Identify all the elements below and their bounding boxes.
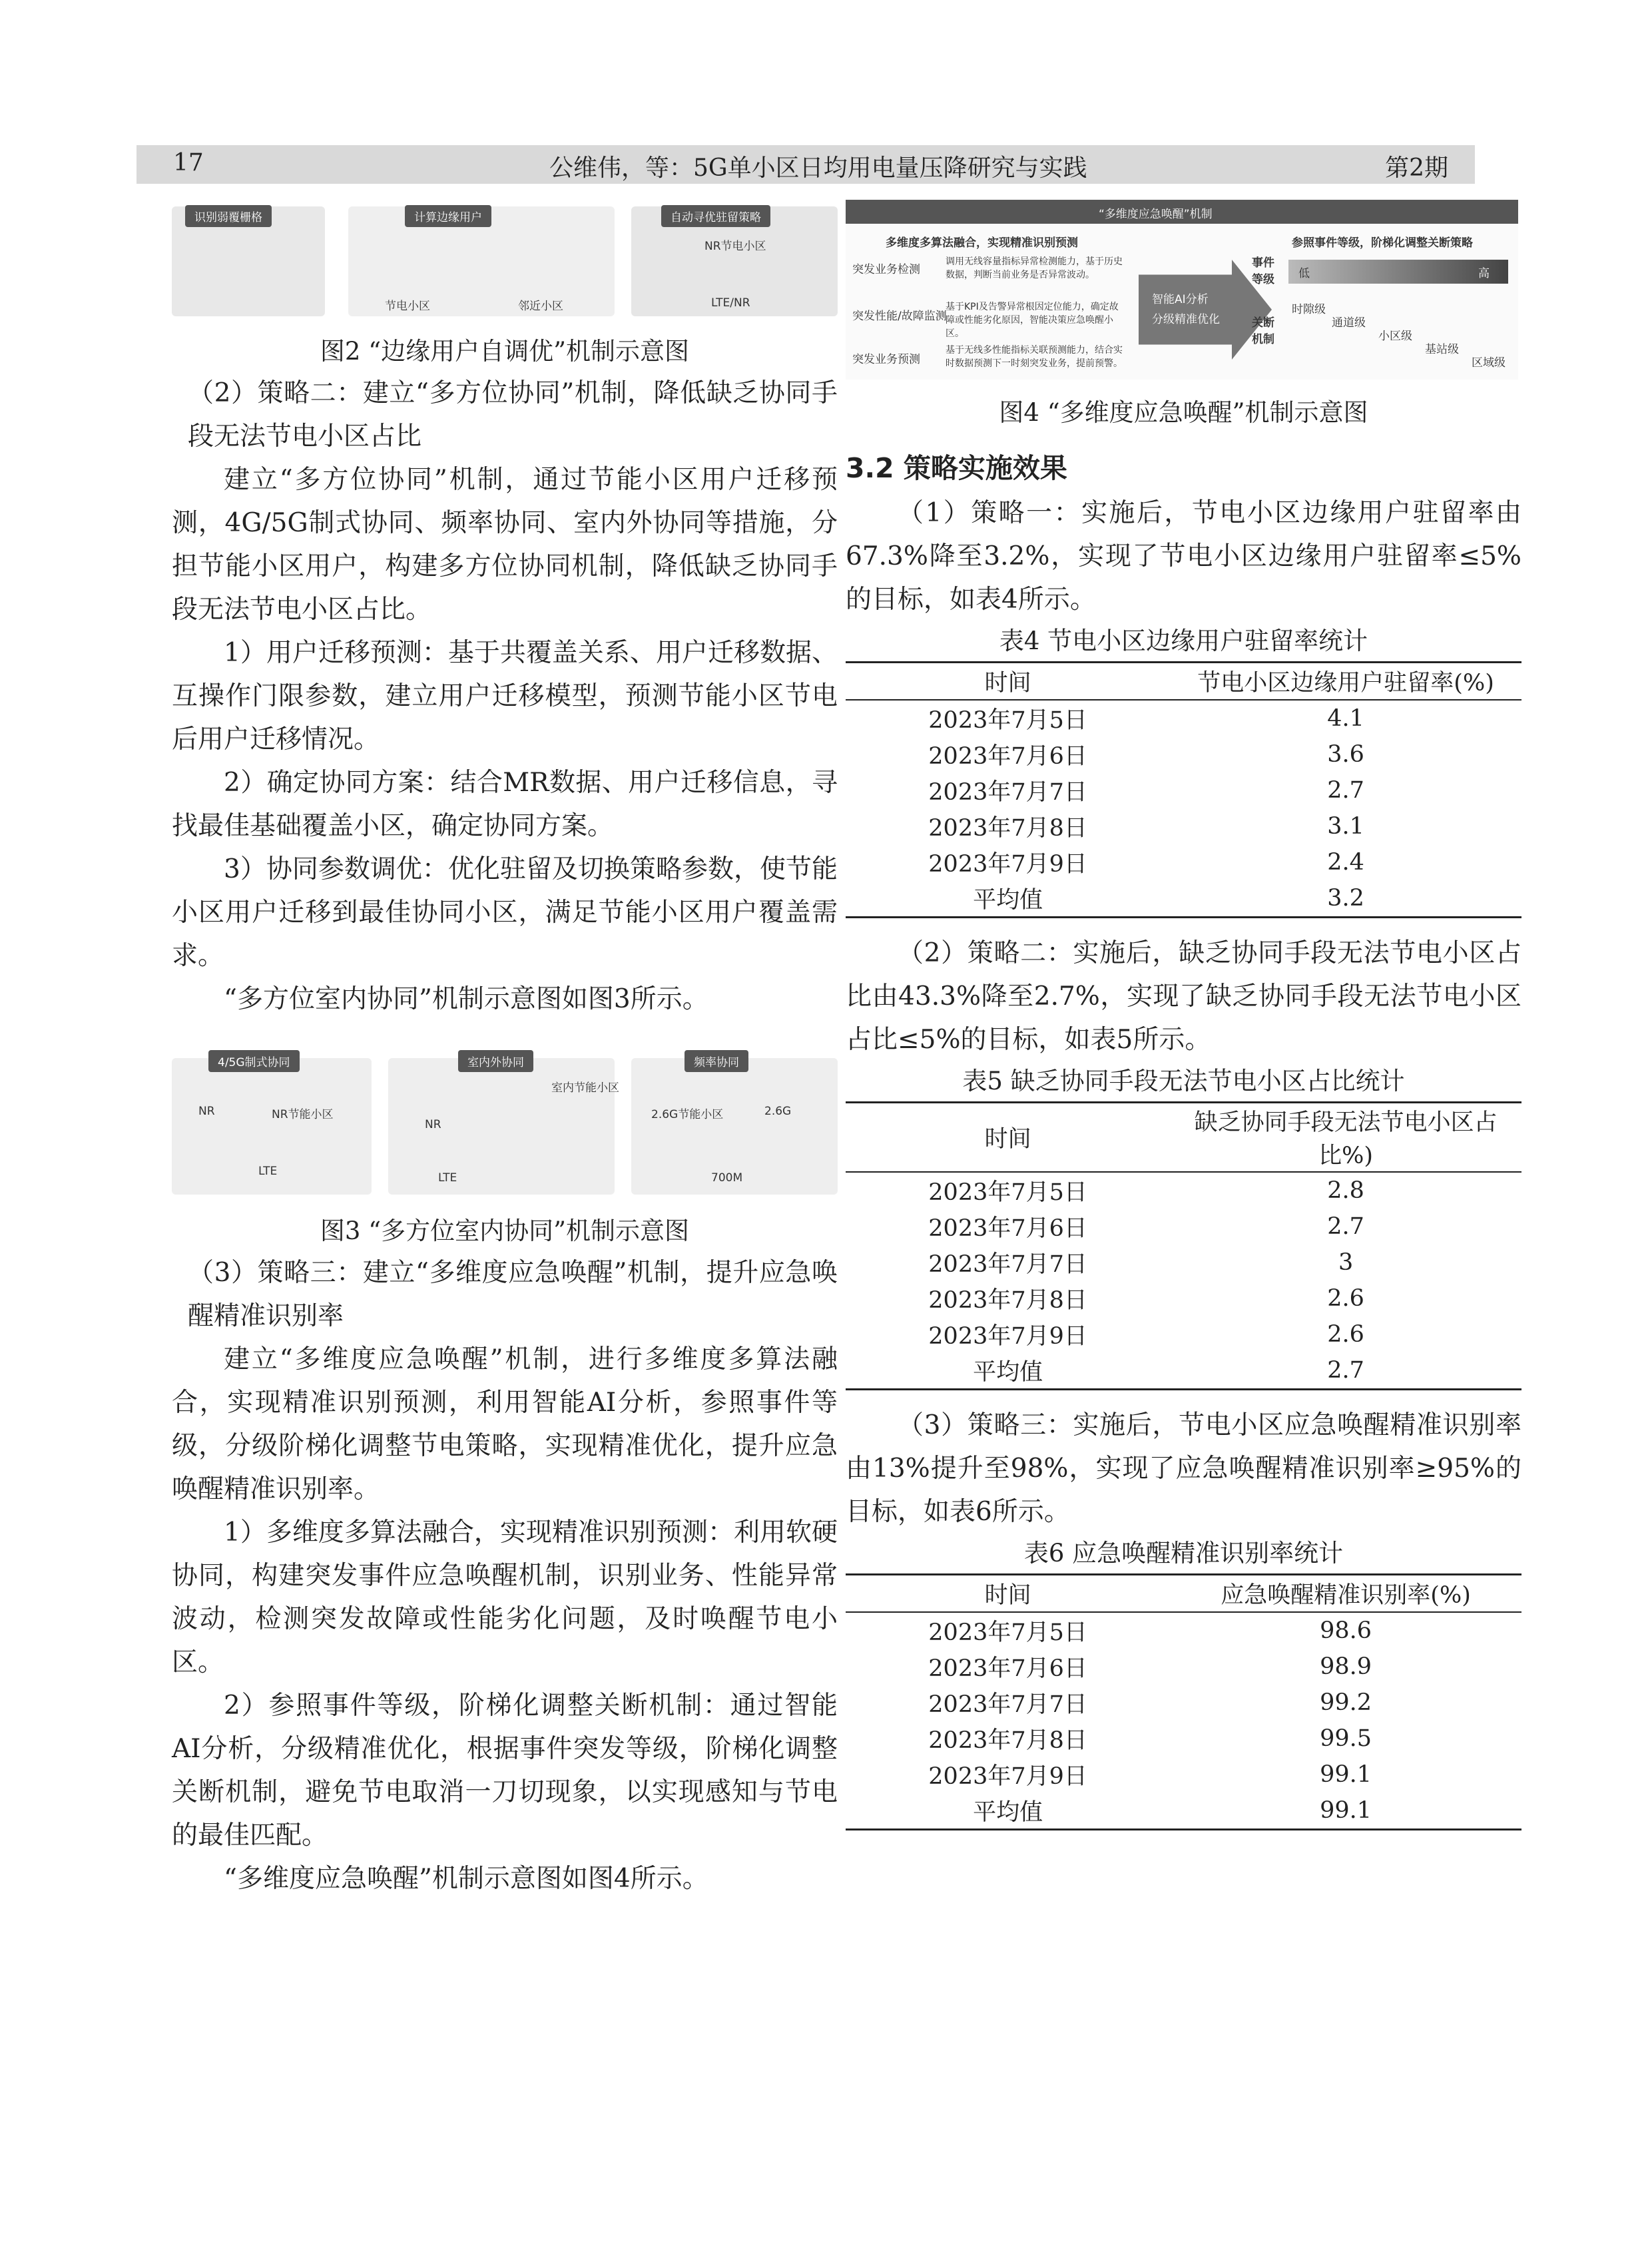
- table-cell: 2023年7月6日: [928, 1655, 1087, 1682]
- fig4-ai: 智能AI分析: [1152, 293, 1209, 306]
- fig2-saving-cell: 节电小区: [385, 300, 430, 313]
- table-header: 时间: [846, 663, 1170, 701]
- paragraph: 2）参照事件等级，阶梯化调整关断机制：通过智能AI分析，分级精准优化，根据事件突发等级，阶梯化调整关断机制，避免节电取消一刀切现象，以实现感知与节电的最佳匹配。: [172, 1691, 838, 1850]
- table-cell: 2.7: [1170, 1352, 1521, 1390]
- fig4-left-title: 多维度多算法融合，实现精准识别预测: [886, 236, 1078, 250]
- table-row: [846, 1685, 1521, 1721]
- fig4-row-1-name: 突发业务检测: [852, 263, 920, 276]
- table-cell: 98.9: [1320, 1653, 1372, 1680]
- fig4-high: 高: [1478, 267, 1490, 280]
- table-cell: 99.2: [1320, 1689, 1372, 1716]
- paragraph: 建立“多维度应急唤醒”机制，进行多维度多算法融合，实现精准识别预测，利用智能AI分析，参照事件等级，分级阶梯化调整节电策略，实现精准优化，提升应急唤醒精准识别率。: [172, 1344, 838, 1504]
- table-header: 应急唤醒精准识别率(%): [1170, 1575, 1521, 1613]
- fig3-nr: NR: [198, 1105, 215, 1118]
- table-cell: 2.4: [1327, 849, 1364, 876]
- fig4-caption: 图4 “多维度应急唤醒”机制示意图: [999, 398, 1368, 427]
- fig4-shut: 关断机制: [1252, 316, 1274, 346]
- issue-number: 第2期: [1385, 154, 1448, 182]
- table-cell: 3.1: [1327, 813, 1364, 840]
- fig3-26g-save: 2.6G节能小区: [651, 1108, 724, 1121]
- table5-caption: 表5 缺乏协同手段无法节电小区占比统计: [962, 1067, 1405, 1095]
- fig4-level: 区域级: [1472, 356, 1506, 370]
- table-cell: 平均值: [846, 1352, 1170, 1390]
- fig3-caption: 图3 “多方位室内协同”机制示意图: [320, 1217, 690, 1245]
- table-4: [846, 661, 1521, 918]
- table-row: [846, 1172, 1521, 1209]
- table-cell: 2023年7月9日: [928, 1763, 1087, 1790]
- fig3-lte2: LTE: [438, 1171, 457, 1185]
- fig4-level: 通道级: [1332, 316, 1366, 330]
- table-row: [846, 1757, 1521, 1793]
- table-row: [846, 1209, 1521, 1245]
- table-cell: 2023年7月5日: [928, 1179, 1087, 1206]
- table6-caption: 表6 应急唤醒精准识别率统计: [1023, 1539, 1344, 1567]
- page-number: 17: [173, 149, 204, 176]
- table-row: [846, 1245, 1521, 1280]
- fig2-panel-2: 计算边缘用户: [405, 205, 491, 227]
- fig2-caption: 图2 “边缘用户自调优”机制示意图: [320, 337, 690, 366]
- table-cell: 2.6: [1327, 1285, 1364, 1312]
- fig3-700m: 700M: [711, 1171, 743, 1185]
- table-row: [846, 880, 1521, 918]
- table-row: [846, 736, 1521, 772]
- fig4-row-1-desc: 调用无线容量指标异常检测能力，基于历史数据，判断当前业务是否异常波动。: [946, 256, 1123, 280]
- table-cell: 2023年7月6日: [928, 743, 1087, 770]
- paragraph: （2）策略二：实施后，缺乏协同手段无法节电小区占比由43.3%降至2.7%，实现了缺乏协同手段无法节电小区占比≤5%的目标，如表5所示。: [846, 938, 1521, 1055]
- fig3-panel-1: 4/5G制式协同: [208, 1050, 300, 1072]
- table-cell: 2023年7月8日: [928, 1287, 1087, 1314]
- table-cell: 99.5: [1320, 1725, 1372, 1752]
- fig3-nr2: NR: [425, 1118, 441, 1131]
- table-cell: 2.8: [1327, 1177, 1364, 1204]
- fig4-level-bar: [1288, 260, 1508, 284]
- fig4-level: 时隙级: [1292, 303, 1326, 316]
- table-row: [846, 1352, 1521, 1390]
- paragraph: （2）策略二：建立“多方位协同”机制，降低缺乏协同手段无法节电小区占比: [188, 378, 838, 451]
- table-header: 缺乏协同手段无法节电小区占比%): [1170, 1103, 1521, 1173]
- fig3-panel-2: 室内外协同: [458, 1050, 533, 1072]
- fig2-nr-cell: NR节电小区: [704, 240, 766, 253]
- table-row: [846, 1316, 1521, 1352]
- fig2-panel-3: 自动寻优驻留策略: [661, 205, 770, 227]
- table-header: 节电小区边缘用户驻留率(%): [1170, 663, 1521, 701]
- table-cell: 2.7: [1327, 777, 1364, 804]
- table-row: [846, 1793, 1521, 1830]
- table-cell: 2023年7月8日: [928, 1727, 1087, 1754]
- table-row: [846, 1649, 1521, 1685]
- table-cell: 2023年7月9日: [928, 851, 1087, 878]
- running-title: 公维伟，等：5G单小区日均用电量压降研究与实践: [549, 154, 1087, 182]
- paragraph: 3）协同参数调优：优化驻留及切换策略参数，使节能小区用户迁移到最佳协同小区，满足节能小区用户覆盖需求。: [172, 854, 838, 971]
- paragraph: （3）策略三：建立“多维度应急唤醒”机制，提升应急唤醒精准识别率: [188, 1258, 838, 1331]
- fig4-level: 基站级: [1425, 343, 1459, 356]
- table-cell: 2023年7月7日: [928, 779, 1087, 806]
- table-5: [846, 1101, 1521, 1390]
- table-cell: 2.6: [1327, 1321, 1364, 1348]
- fig4-low: 低: [1298, 267, 1310, 280]
- page-header: [137, 145, 1475, 184]
- table-6: [846, 1573, 1521, 1830]
- paragraph: 建立“多方位协同”机制，通过节能小区用户迁移预测，4G/5G制式协同、频率协同、室内外协同等措施，分担节能小区用户，构建多方位协同机制，降低缺乏协同手段无法节电小区占比。: [172, 465, 838, 625]
- table-row: [846, 1612, 1521, 1649]
- table-cell: 平均值: [846, 1793, 1170, 1830]
- fig4-title: “多维度应急唤醒”机制: [1099, 208, 1213, 221]
- fig4-level: 小区级: [1378, 330, 1412, 343]
- section-heading: 3.2 策略实施效果: [846, 452, 1067, 484]
- figure-3: [172, 1045, 838, 1198]
- paragraph: “多方位室内协同”机制示意图如图3所示。: [224, 984, 708, 1014]
- fig4-event: 事件等级: [1252, 256, 1274, 286]
- fig4-row-3-name: 突发业务预测: [852, 353, 920, 366]
- fig3-26g: 2.6G: [764, 1105, 792, 1118]
- fig2-panel-1: 识别弱覆栅格: [185, 205, 272, 227]
- fig4-right-title: 参照事件等级，阶梯化调整关断策略: [1292, 236, 1473, 250]
- table-cell: 2.7: [1327, 1213, 1364, 1240]
- table-row: [846, 844, 1521, 880]
- paragraph: （3）策略三：实施后，节电小区应急唤醒精准识别率由13%提升至98%，实现了应急唤醒精准识别率≥95%的目标，如表6所示。: [846, 1410, 1521, 1527]
- table-row: [846, 1280, 1521, 1316]
- table-cell: 2023年7月7日: [928, 1691, 1087, 1718]
- paragraph: 1）多维度多算法融合，实现精准识别预测：利用软硬协同，构建突发事件应急唤醒机制，识别业务、性能异常波动，检测突发故障或性能劣化问题，及时唤醒节电小区。: [172, 1518, 838, 1677]
- table-cell: 2023年7月9日: [928, 1323, 1087, 1350]
- table-cell: 4.1: [1327, 705, 1364, 732]
- table-row: [846, 772, 1521, 808]
- fig2-other-cell: 邻近小区: [518, 300, 563, 313]
- right-column: [846, 200, 1521, 1830]
- fig2-lte-nr: LTE/NR: [711, 296, 750, 310]
- table-cell: 2023年7月5日: [928, 707, 1087, 734]
- fig4-row-3-desc: 基于无线多性能指标关联预测能力，结合实时数据预测下一时刻突发业务，提前预警。: [946, 345, 1123, 369]
- fig3-indoor: 室内节能小区: [551, 1081, 619, 1095]
- fig3-panel-3: 频率协同: [685, 1050, 748, 1072]
- table-cell: 98.6: [1320, 1617, 1372, 1644]
- table-row: [846, 700, 1521, 736]
- table-cell: 3.6: [1327, 741, 1364, 768]
- table-cell: 3.2: [1170, 880, 1521, 918]
- fig4-row-2-name: 突发性能/故障监测: [852, 310, 947, 323]
- table-cell: 平均值: [846, 880, 1170, 918]
- paragraph: 2）确定协同方案：结合MR数据、用户迁移信息，寻找最佳基础覆盖小区，确定协同方案。: [172, 768, 838, 841]
- table-header: 时间: [846, 1103, 1170, 1173]
- figure-2: [172, 200, 838, 320]
- fig4-row-2-desc: 基于KPI及告警异常根因定位能力，确定故障或性能劣化原因，智能决策应急唤醒小区。: [946, 302, 1119, 339]
- fig3-nr-save: NR节能小区: [272, 1108, 334, 1121]
- left-column: [172, 200, 838, 1900]
- table-cell: 3: [1338, 1249, 1354, 1276]
- table-cell: 2023年7月7日: [928, 1251, 1087, 1278]
- table-cell: 2023年7月6日: [928, 1215, 1087, 1242]
- table-row: [846, 808, 1521, 844]
- table-row: [846, 1721, 1521, 1757]
- table-header: 时间: [846, 1575, 1170, 1613]
- fig4-ai2: 分级精准优化: [1152, 313, 1220, 326]
- table-cell: 2023年7月5日: [928, 1619, 1087, 1646]
- fig3-lte: LTE: [258, 1165, 278, 1178]
- table-cell: 99.1: [1320, 1761, 1372, 1788]
- table-cell: 2023年7月8日: [928, 815, 1087, 842]
- paragraph: 1）用户迁移预测：基于共覆盖关系、用户迁移数据、互操作门限参数，建立用户迁移模型，预测节能小区节电后用户迁移情况。: [172, 638, 838, 754]
- table-cell: 99.1: [1170, 1793, 1521, 1830]
- figure-4: [846, 200, 1518, 380]
- table4-caption: 表4 节电小区边缘用户驻留率统计: [999, 627, 1368, 655]
- paragraph: （1）策略一：实施后，节电小区边缘用户驻留率由67.3%降至3.2%，实现了节电小区边缘用户驻留率≤5%的目标，如表4所示。: [846, 498, 1521, 615]
- paragraph: “多维度应急唤醒”机制示意图如图4所示。: [224, 1864, 708, 1894]
